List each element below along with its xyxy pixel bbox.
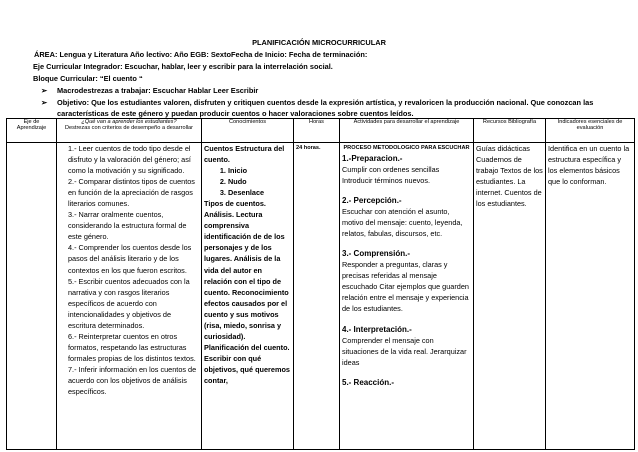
eje-curricular-line: Eje Curricular Integrador: Escuchar, hablar, leer y escribir para la interrelación social.: [33, 62, 333, 71]
activity-step-text: Cumplir con ordenes sencillas Introducir términos nuevos.: [342, 165, 440, 186]
destreza-item: 2.- Comparar distintos tipos de cuentos en función de la apreciación de rasgos literarios comunes.: [68, 177, 195, 209]
conocimientos-rest: Tipos de cuentos. Análisis. Lectura comprensiva identificación de de los personajes y de los lugares. Análisis de la vida del autor en relación con el tipo de cuento. Reconocimiento efectos causados por el cuento y sus motivos (risa, miedo, sonrisa y curiosidad). Planificación del cuento. Escribir con qué objetivos, qué queremos contar,: [204, 199, 290, 385]
header-horas: Horas: [294, 119, 340, 143]
header-destrezas: [57, 119, 202, 143]
activity-step: [342, 154, 471, 186]
macrodestrezas-bullet: [41, 86, 258, 95]
activity-step-title: 3.- Comprensión.-: [342, 249, 411, 259]
activity-step-text: Escuchar con atención el asunto, motivo del mensaje: cuento, leyenda, relatos, fabulas, discursos, etc.: [342, 207, 463, 239]
bloque-curricular-line: Bloque Curricular: “El cuento “: [33, 74, 143, 83]
activity-step-text: Responder a preguntas, claras y precisas referidas al mensaje escuchado Citar ejemplos que guarden relación entre el mensaje y experiencia de los estudiantes.: [342, 260, 469, 314]
cell-eje: [7, 143, 57, 450]
header-destrezas-label: Destrezas con criterios de desempeño a desarrollar: [64, 125, 194, 131]
table-header-row: [7, 119, 635, 143]
destreza-item: 4.- Comprender los cuentos desde los pasos del análisis literario y de los contextos en los que fueron escritos.: [68, 243, 192, 275]
structure-item: 2. Nudo: [228, 176, 291, 187]
header-recursos: Recursos Bibliografía: [474, 119, 546, 143]
cell-destrezas: [57, 143, 202, 450]
destreza-item: 3.- Narrar oralmente cuentos, considerando la estructura formal de este género.: [68, 210, 187, 242]
activity-step: [342, 196, 471, 239]
structure-item: 3. Desenlace: [228, 187, 291, 198]
header-question: ¿Qué van a aprender los estudiantes?: [81, 119, 177, 125]
macrodestrezas-text: Macrodestrezas a trabajar: Escuchar Hablar Leer Escribir: [57, 86, 259, 95]
cell-horas: [294, 143, 340, 450]
destreza-item: 7.- Inferir información en los cuentos de acuerdo con los objetivos de análisis específicos.: [68, 364, 197, 397]
activity-step: [342, 249, 471, 314]
header-conocimientos: Conocimientos: [202, 119, 294, 143]
area-line: ÁREA: Lengua y Literatura Año lectivo: Año EGB: SextoFecha de Inicio: Fecha de terminación:: [34, 50, 368, 59]
header-eje: Eje de Aprendizaje: [7, 119, 57, 143]
header-actividades: Actividades para desarrollar el aprendizaje: [340, 119, 474, 143]
destreza-item: 5.- Escribir cuentos adecuados con la narrativa y con rasgos literarios específicos de acuerdo con intencionalidades y objetivos de escritura determinados.: [68, 276, 190, 330]
activity-step-title: 2.- Percepción.-: [342, 196, 402, 206]
arrow-right-icon: ➢: [41, 98, 48, 107]
conocimientos-intro: Cuentos Estructura del cuento.: [204, 144, 285, 165]
arrow-right-icon: ➢: [41, 86, 48, 95]
activity-step-title: 5.- Reacción.-: [342, 377, 395, 387]
activity-step: [342, 325, 471, 368]
header-indicadores: Indicadores esenciales de evaluación: [546, 119, 635, 143]
destreza-item: 6.- Reinterpretar cuentos en otros formatos, respetando las estructuras formales propias de los distintos textos.: [68, 331, 196, 363]
structure-item: 1. Inicio: [228, 165, 291, 176]
objetivo-text: Objetivo: Que los estudiantes valoren, disfruten y critiquen cuentos desde la expresión artística, y revaloricen la producción nacional. Que conozcan las: [57, 98, 594, 107]
objetivo-bullet: [41, 98, 593, 107]
cell-conocimientos: [202, 143, 294, 450]
table-row: [7, 143, 635, 450]
planning-table: [6, 118, 635, 450]
cell-indicadores: Identifica en un cuento la estructura específica y los elementos básicos que lo conforman.: [546, 143, 635, 450]
structure-list: [204, 165, 291, 198]
document-title: PLANIFICACIÓN MICROCURRICULAR: [252, 38, 386, 47]
activity-step-title: 1.-Preparacion.-: [342, 154, 403, 164]
actividades-heading: PROCESO METODOLOGICO PARA ESCUCHAR: [343, 145, 470, 151]
objetivo-continuation: características de este género y puedan producir cuentos o hacer valoraciones sobre cuentos leídos.: [57, 109, 414, 118]
destreza-item: 1.- Leer cuentos de todo tipo desde el disfruto y la valoración del género; así como la motivación y su significado.: [68, 144, 191, 176]
cell-recursos: Guías didácticas Cuadernos de trabajo Textos de los estudiantes. La internet. Cuentos de los estudiantes.: [474, 143, 546, 450]
cell-actividades: [340, 143, 474, 450]
horas-value: 24 horas.: [296, 145, 321, 151]
activity-step-title: 4.- Interpretación.-: [342, 324, 412, 334]
activity-step: [342, 378, 471, 388]
activity-step-text: Comprender el mensaje con situaciones de la vida real. Jerarquizar ideas: [342, 335, 467, 367]
